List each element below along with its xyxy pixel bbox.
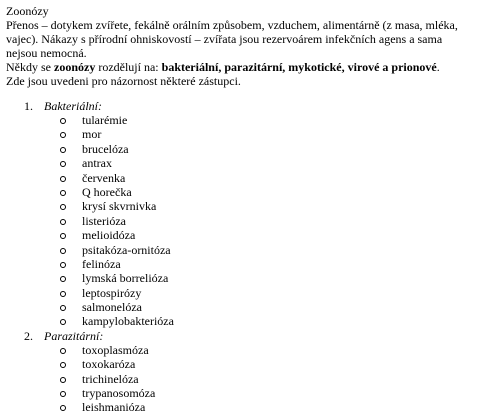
classification-categories: bakteriální, parazitární, mykotické, virové a prionové — [161, 60, 437, 74]
list-item — [6, 400, 480, 414]
bullet-circle-icon — [60, 161, 66, 167]
bullet-circle-icon — [60, 147, 66, 153]
list-item-text: červenka — [82, 170, 126, 185]
intro-line-1: Přenos – dotykem zvířete, fekálně orálním způsobem, vzduchem, alimentárně (z masa, mléka, — [6, 18, 458, 32]
list-item-text: kampylobakterióza — [82, 314, 174, 329]
list-item — [6, 286, 480, 300]
list-item-text: brucelóza — [82, 141, 129, 156]
classification-sentence — [6, 60, 480, 74]
bullet-circle-icon — [60, 305, 66, 311]
bullet-circle-icon — [60, 190, 66, 196]
list-item — [6, 257, 480, 271]
bullet-circle-icon — [60, 362, 66, 368]
list-item — [6, 127, 480, 141]
list-item-text: trichinelóza — [82, 371, 139, 386]
list-item — [6, 300, 480, 314]
bullet-circle-icon — [60, 377, 66, 383]
category-number: 1. — [24, 99, 33, 113]
list-item — [6, 113, 480, 127]
list-item — [6, 171, 480, 185]
list-item-text: leptospirózy — [82, 285, 142, 300]
bullet-circle-icon — [60, 262, 66, 268]
list-item-text: antrax — [82, 156, 112, 171]
note-line: Zde jsou uvedeni pro názornost některé zástupci. — [6, 74, 241, 88]
classification-suffix: . — [436, 60, 440, 74]
bullet-circle-icon — [60, 405, 66, 411]
classification-middle: rozdělují na: — [95, 60, 162, 74]
intro-line-3: nejsou nemocná. — [6, 46, 87, 60]
bullet-circle-icon — [60, 132, 66, 138]
classification-term: zoonózy — [54, 60, 96, 74]
category-item — [6, 99, 480, 113]
list-item-text: lymská borrelióza — [82, 271, 169, 286]
list-item-text: melioidóza — [82, 228, 136, 243]
list-item — [6, 386, 480, 400]
bullet-circle-icon — [60, 348, 66, 354]
category-list — [6, 99, 480, 415]
bullet-circle-icon — [60, 276, 66, 282]
list-item-text: tularémie — [82, 113, 128, 127]
list-item — [6, 357, 480, 371]
list-item — [6, 314, 480, 328]
category-item — [6, 329, 480, 343]
bullet-circle-icon — [60, 118, 66, 124]
list-item-text: mor — [82, 127, 102, 142]
list-item — [6, 156, 480, 170]
document-body — [6, 4, 480, 415]
sub-list — [6, 343, 480, 415]
list-item — [6, 372, 480, 386]
list-item-text: leishmanióza — [82, 400, 146, 415]
list-item — [6, 343, 480, 357]
list-item — [6, 214, 480, 228]
category-label: Parazitární: — [44, 328, 104, 343]
bullet-circle-icon — [60, 176, 66, 182]
bullet-circle-icon — [60, 219, 66, 225]
list-item-text: salmonelóza — [82, 300, 142, 315]
list-item-text: trypanosomóza — [82, 386, 156, 401]
list-item — [6, 185, 480, 199]
list-item-text: krysí skvrnivka — [82, 199, 157, 214]
bullet-circle-icon — [60, 319, 66, 325]
list-item — [6, 243, 480, 257]
list-item-text: Q horečka — [82, 184, 132, 199]
list-item-text: felinóza — [82, 256, 121, 271]
bullet-circle-icon — [60, 233, 66, 239]
list-item — [6, 271, 480, 285]
list-item — [6, 228, 480, 242]
list-item-text: toxoplasmóza — [82, 342, 149, 357]
bullet-circle-icon — [60, 391, 66, 397]
bullet-circle-icon — [60, 204, 66, 210]
category-number: 2. — [24, 328, 33, 343]
intro-line-2: vajec). Nákazy s přírodní ohniskovostí – zvířata jsou rezervoárem infekčních agens a sama — [6, 32, 443, 46]
list-item-text: toxokaróza — [82, 357, 136, 372]
list-item-text: psitakóza-ornitóza — [82, 242, 171, 257]
bullet-circle-icon — [60, 291, 66, 297]
list-item-text: listerióza — [82, 213, 126, 228]
classification-prefix: Někdy se — [6, 60, 54, 74]
list-item — [6, 199, 480, 213]
sub-list — [6, 113, 480, 329]
category-label: Bakteriální: — [44, 99, 102, 113]
bullet-circle-icon — [60, 248, 66, 254]
document-title: Zoonózy — [6, 4, 49, 18]
list-item — [6, 142, 480, 156]
